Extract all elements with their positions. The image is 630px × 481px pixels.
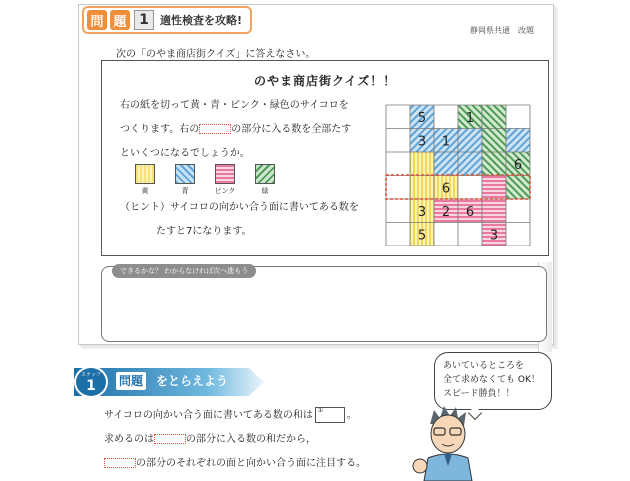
swatch-label: 青 <box>181 187 189 195</box>
net-cell-number: 1 <box>441 134 451 150</box>
net-cell-green <box>482 152 506 176</box>
problem-subtitle: 適性検査を攻略! <box>160 14 243 27</box>
blue-swatch <box>175 164 195 184</box>
slot-number: ① <box>317 407 324 414</box>
net-cell-blue <box>506 129 530 153</box>
source-label: 静岡県共通 改題 <box>470 26 534 35</box>
problem-tag <box>82 6 252 34</box>
step-line-part: の部分に入る数の和だから， <box>186 434 316 445</box>
step-line-part: の部分のそれぞれの面と向かい合う面に注目する。 <box>136 458 366 469</box>
net-cell-number: 1 <box>465 110 475 126</box>
speech-line: 全て求めなくても OK！ <box>443 375 540 385</box>
step-line <box>104 406 357 423</box>
step-badge <box>74 366 108 398</box>
teacher-illustration <box>410 404 486 481</box>
net-cell-yellow <box>410 176 434 200</box>
swatch-label: 緑 <box>261 187 269 195</box>
net-cell-number: 3 <box>417 134 427 150</box>
speech-bubble <box>434 352 552 410</box>
step-line <box>104 430 316 445</box>
quiz-line-part: つくります。右の <box>120 124 200 135</box>
step-line-part: サイコロの向かい合う面に書いてある数の和は <box>104 410 313 421</box>
net-cell-blue <box>458 129 482 153</box>
net-cell-green <box>482 105 506 129</box>
step-line <box>104 454 366 469</box>
net-cell-number: 6 <box>465 204 475 220</box>
step-small-label: ステップ <box>81 372 101 378</box>
step-number: 1 <box>86 378 96 394</box>
swatch-label: 黄 <box>141 187 149 195</box>
net-cell-blue <box>434 152 458 176</box>
fist-shape <box>413 459 427 473</box>
instruction-text: 次の「のやま商店街クイズ」に答えなさい。 <box>116 49 316 60</box>
net-cell-green <box>482 129 506 153</box>
step-line-part: 。 <box>346 410 357 421</box>
quiz-title: のやま商店街クイズ！！ <box>254 74 397 88</box>
yellow-swatch <box>135 164 155 184</box>
swatch-label: ピンク <box>214 187 236 195</box>
net-cell-number: 3 <box>417 204 427 220</box>
net-cell-number: 6 <box>441 181 451 197</box>
net-cell-number: 2 <box>441 204 451 220</box>
face-shape <box>431 415 465 453</box>
speech-line: あいているところを <box>443 361 525 371</box>
dotted-marker <box>104 458 136 468</box>
problem-tag-char: 問 <box>87 10 107 30</box>
net-cell-number: 6 <box>513 157 523 173</box>
try-hint-badge: できるかな？ わからなければ次へ進もう <box>112 264 256 278</box>
hint-line: たすと7になります。 <box>156 226 252 237</box>
problem-tag-char: 題 <box>110 10 130 30</box>
dotted-marker <box>199 124 231 134</box>
speech-line: スピード勝負！！ <box>443 389 515 399</box>
net-cell-blue <box>458 152 482 176</box>
net-cell-pink <box>482 199 506 223</box>
net-cell-yellow <box>410 152 434 176</box>
net-cell-number: 5 <box>417 110 427 126</box>
quiz-text <box>120 94 351 166</box>
hint-line: （ヒント）サイコロの向かい合う面に書いてある数を <box>120 202 359 213</box>
step-keyword: 問題 <box>116 372 146 390</box>
step-line-part: 求めるのは <box>104 434 154 445</box>
answer-slot[interactable] <box>315 407 345 423</box>
net-cell-number: 5 <box>417 228 427 244</box>
quiz-line: といくつになるでしょうか。 <box>120 148 250 159</box>
dice-net-grid <box>385 104 531 246</box>
net-cell-pink <box>482 176 506 200</box>
problem-number: 1 <box>134 10 154 30</box>
quiz-line-part: の部分に入る数を全部たす <box>231 124 352 135</box>
pink-swatch <box>215 164 235 184</box>
quiz-line: 右の紙を切って黄・青・ピンク・緑色のサイコロを <box>120 100 349 111</box>
step-heading: をとらえよう <box>156 374 229 388</box>
net-cell-green <box>506 176 530 200</box>
green-swatch <box>255 164 275 184</box>
hint-text <box>120 196 359 244</box>
dotted-marker <box>154 434 186 444</box>
quiz-line <box>120 118 351 142</box>
net-cell-number: 3 <box>489 228 499 244</box>
